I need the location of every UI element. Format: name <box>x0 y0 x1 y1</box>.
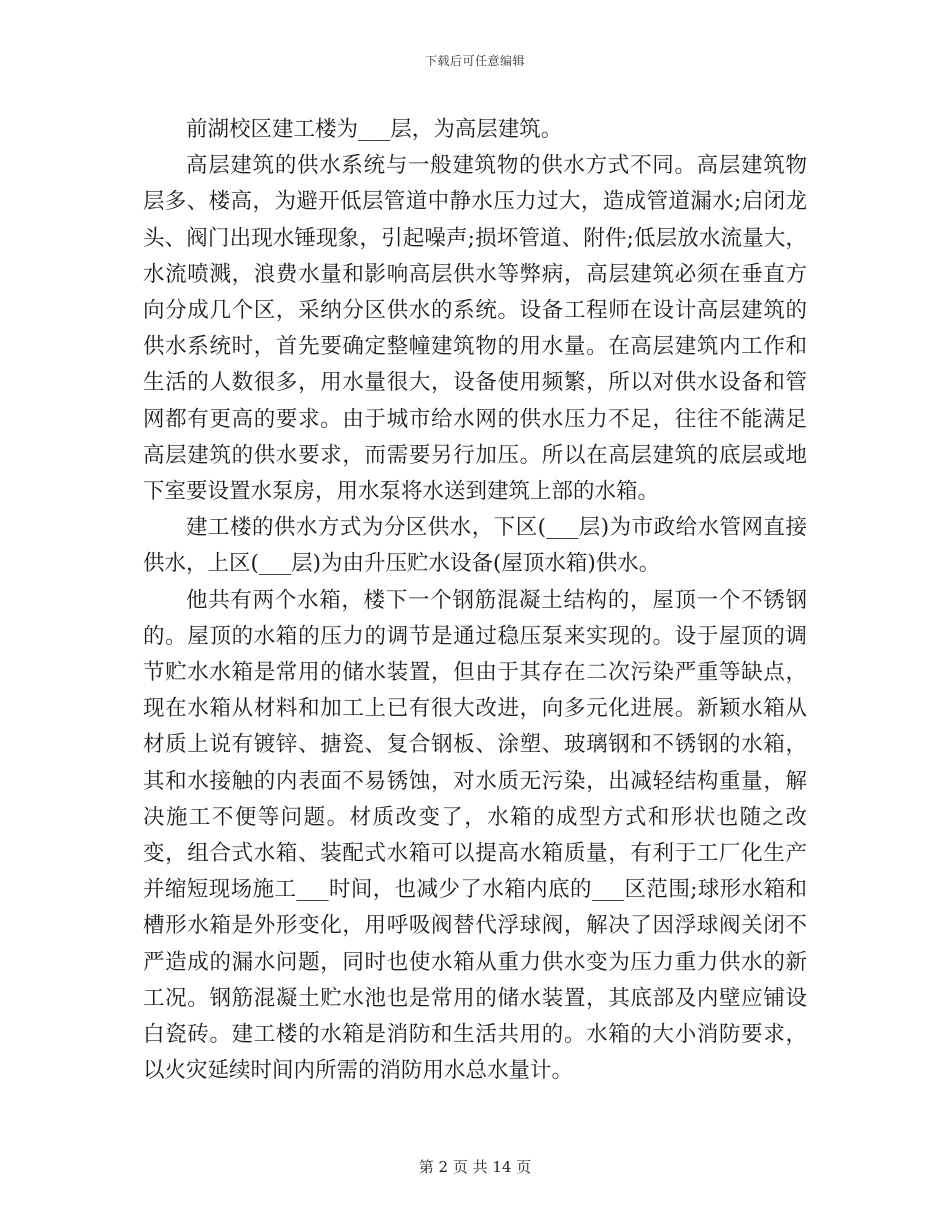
document-body <box>143 112 807 1089</box>
paragraph-zoned-supply: 建工楼的供水方式为分区供水，下区(___层)为市政给水管网直接供水，上区(___层)为由升压贮水设备(屋顶水箱)供水。 <box>143 515 807 577</box>
paragraph-building-floors: 前湖校区建工楼为___层，为高层建筑。 <box>186 117 563 142</box>
page-number: 第 2 页 共 14 页 <box>418 1158 532 1176</box>
page-header: 下载后可任意编辑 <box>424 54 525 68</box>
paragraph-water-tanks: 他共有两个水箱，楼下一个钢筋混凝土结构的，屋顶一个不锈钢的。屋顶的水箱的压力的调节是通过稳压泵来实现的。设于屋顶的调节贮水水箱是常用的储水装置，但由于其存在二次污染严重等缺点，现在水箱从材料和加工上已有很大改进，向多元化进展。新颖水箱从材质上说有镀锌、搪瓷、复合钢板、涂塑、玻璃钢和不锈钢的水箱，其和水接触的内表面不易锈蚀，对水质无污染，出减轻结构重量，解决施工不便等问题。材质改变了，水箱的成型方式和形状也随之改变，组合式水箱、装配式水箱可以提高水箱质量，有利于工厂化生产并缩短现场施工___时间，也减少了水箱内底的___区范围;球形水箱和槽形水箱是外形变化，用呼吸阀替代浮球阀，解决了因浮球阀关闭不严造成的漏水问题，同时也使水箱从重力供水变为压力重力供水的新工况。钢筋混凝土贮水池也是常用的储水装置，其底部及内壁应铺设白瓷砖。建工楼的水箱是消防和生活共用的。水箱的大小消防要求，以火灾延续时间内所需的消防用水总水量计。 <box>143 587 807 1084</box>
paragraph-highrise-water-supply: 高层建筑的供水系统与一般建筑物的供水方式不同。高层建筑物层多、楼高，为避开低层管道中静水压力过大，造成管道漏水;启闭龙头、阀门出现水锤现象，引起噪声;损坏管道、附件;低层放水流量大，水流喷溅，浪费水量和影响高层供水等弊病，高层建筑必须在垂直方向分成几个区，采纳分区供水的系统。设备工程师在设计高层建筑的供水系统时，首先要确定整幢建筑物的用水量。在高层建筑内工作和生活的人数很多，用水量很大，设备使用频繁，所以对供水设备和管网都有更高的要求。由于城市给水网的供水压力不足，往往不能满足高层建筑的供水要求，而需要另行加压。所以在高层建筑的底层或地下室要设置水泵房，用水泵将水送到建筑上部的水箱。 <box>143 153 807 505</box>
